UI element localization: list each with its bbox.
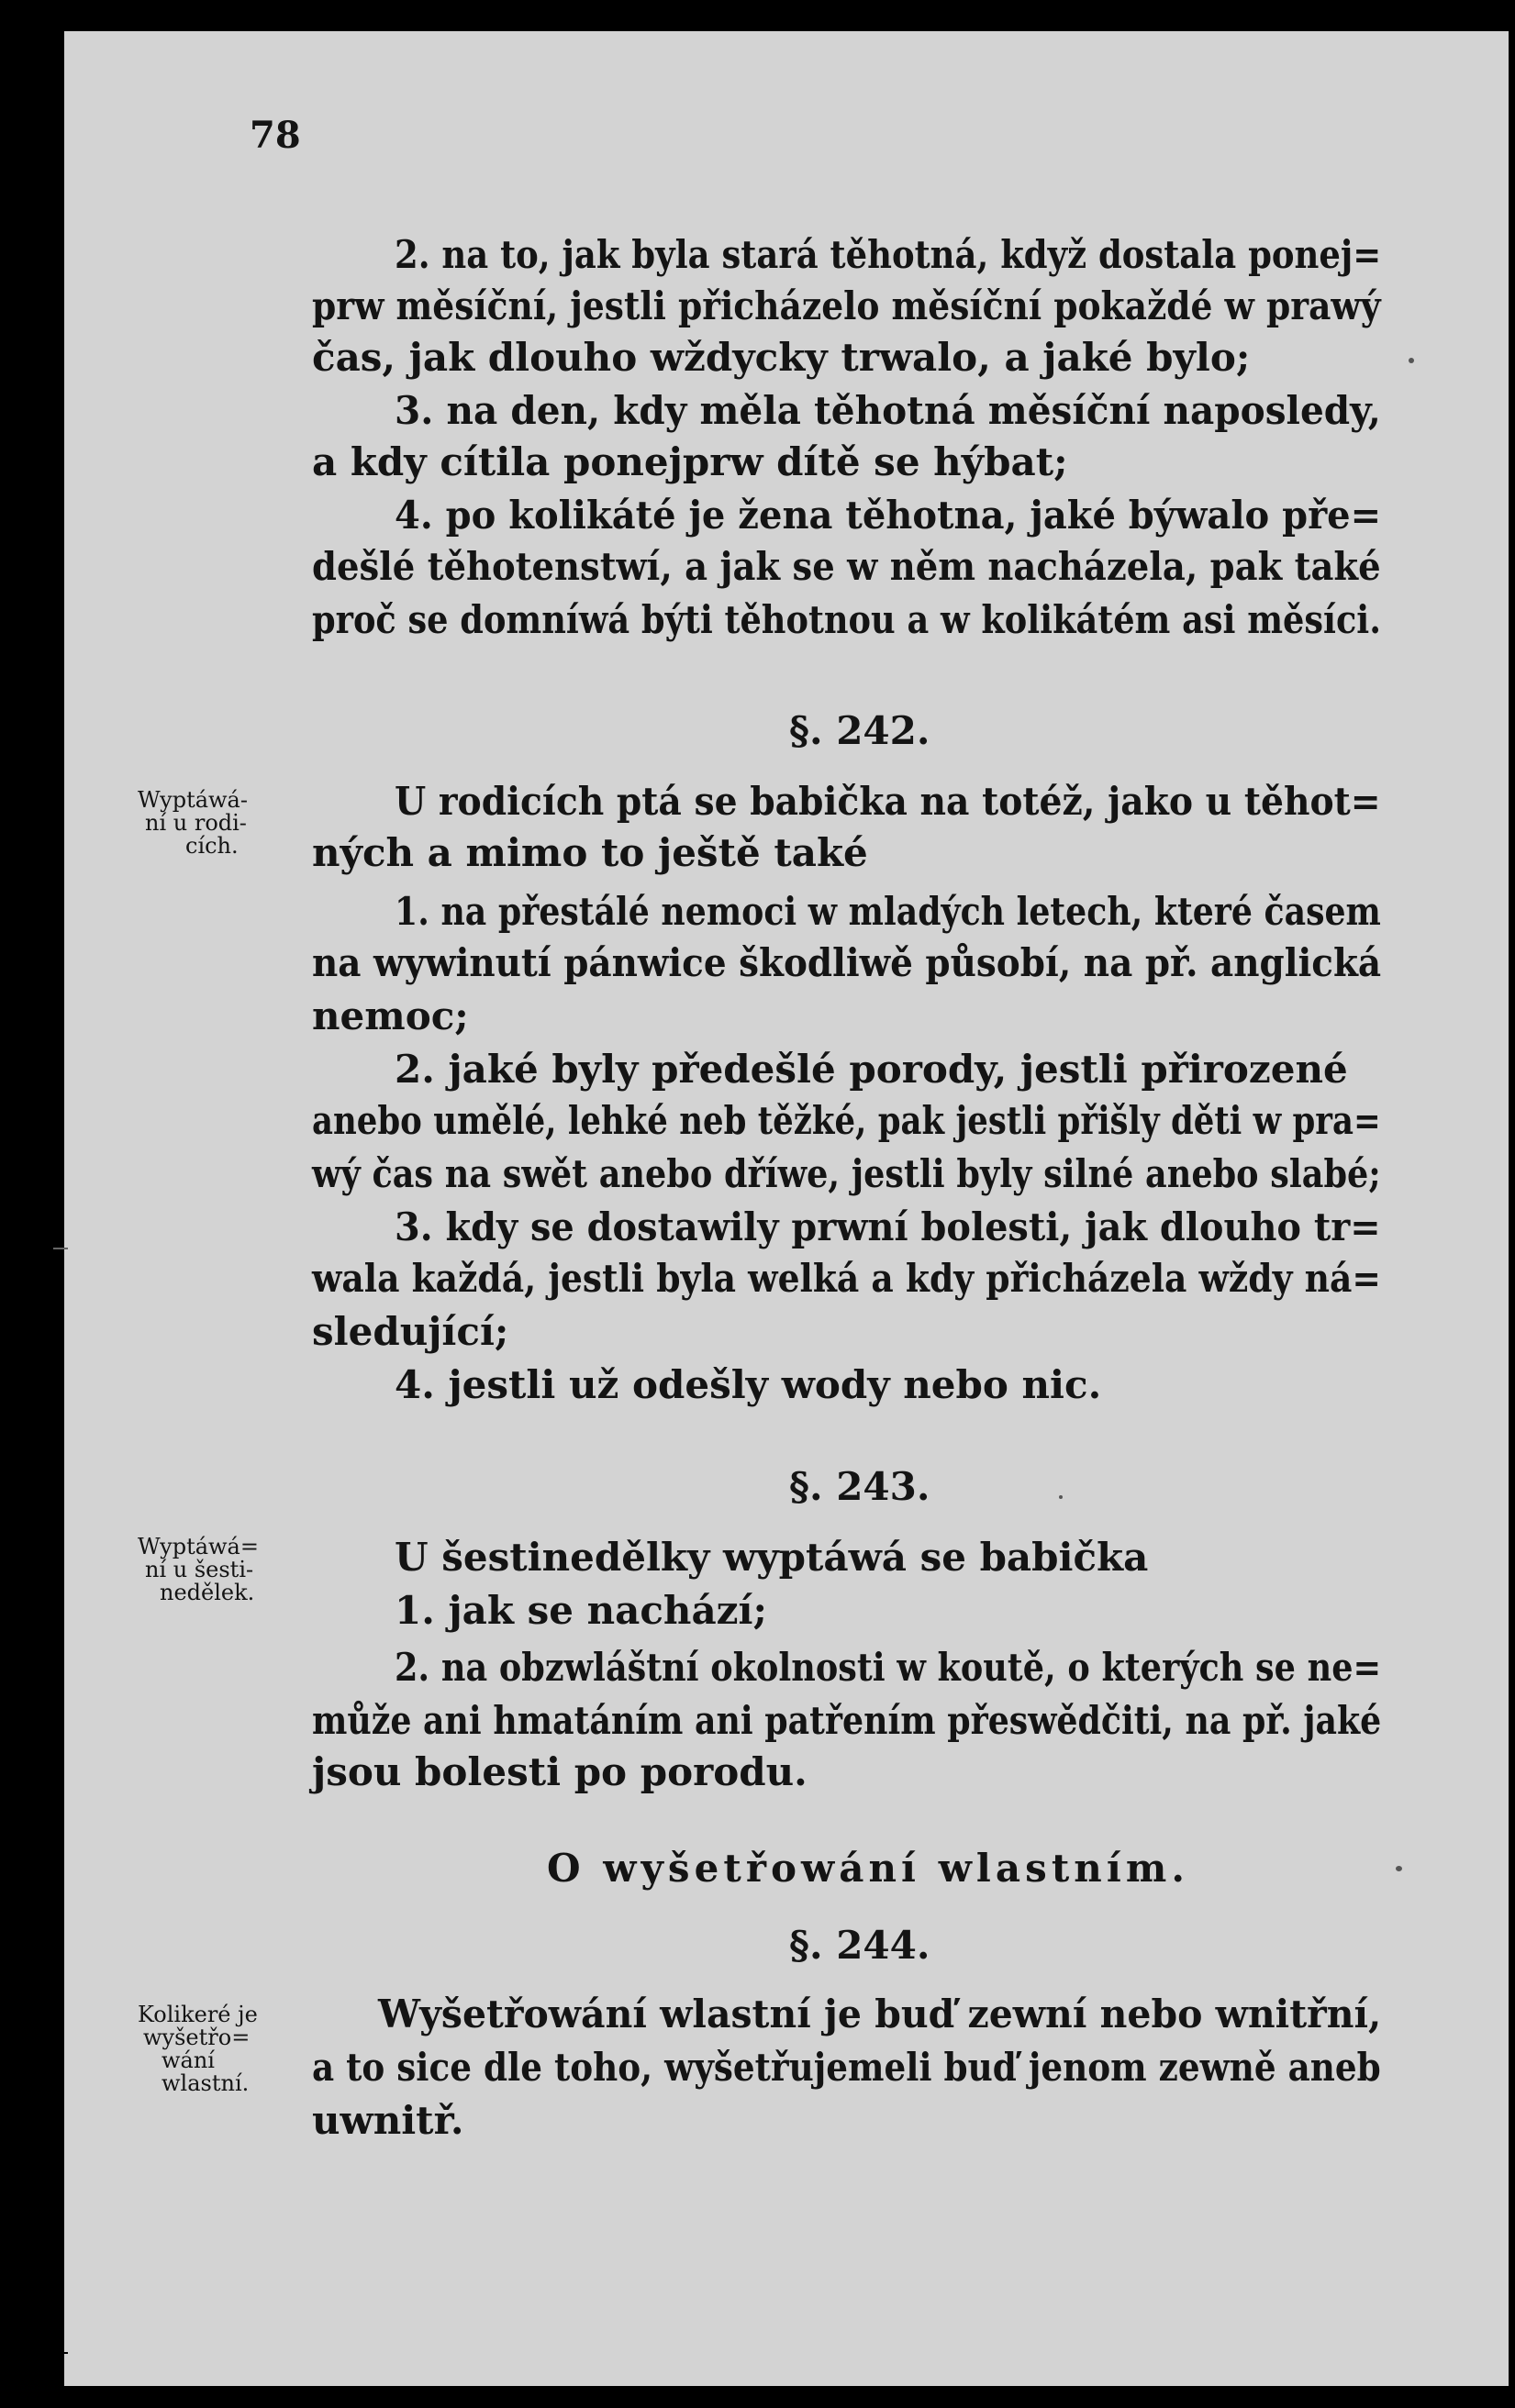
text-line: wala každá, jestli byla welká a kdy přicházela wždy ná= xyxy=(312,1256,1381,1301)
margin-note-line: ní u rodi- xyxy=(145,810,247,836)
text-line: U šestinedělky wyptáwá se babička xyxy=(395,1535,1149,1580)
text-line: U rodicích ptá se babička na totéž, jako u těhot= xyxy=(395,779,1381,824)
margin-note-line: wání xyxy=(162,2047,215,2073)
chapter-heading: O wyšetřowání wlastním. xyxy=(547,1846,1190,1891)
text-line: ných a mimo to ještě také xyxy=(312,830,868,875)
margin-note-line: cích. xyxy=(185,833,239,859)
margin-note-line: nedělek. xyxy=(160,1580,255,1605)
text-line: a to sice dle toho, wyšetřujemeli buď jenom zewně aneb xyxy=(312,2045,1381,2090)
margin-note xyxy=(138,789,294,858)
text-line: Wyšetřowání wlastní je buď zewní nebo wnitřní, xyxy=(378,1992,1382,2036)
section-title: §. 242. xyxy=(789,708,930,753)
text-line: wý čas na swět anebo dříwe, jestli byly silné anebo slabé; xyxy=(312,1151,1381,1196)
text-line: proč se domníwá býti těhotnou a w kolikátém asi měsíci. xyxy=(312,597,1381,642)
dash-mark xyxy=(53,2352,68,2354)
margin-note-line: wlastní. xyxy=(162,2070,250,2096)
text-line: může ani hmatáním ani patřením přeswědčiti, na př. jaké xyxy=(312,1698,1382,1743)
text-line: 4. po kolikáté je žena těhotna, jaké býwalo pře= xyxy=(395,493,1382,538)
text-line: 2. na to, jak byla stará těhotná, když dostala ponej= xyxy=(395,232,1382,277)
text-line: 3. kdy se dostawily prwní bolesti, jak dlouho tr= xyxy=(395,1204,1381,1249)
speck-mark xyxy=(1396,1866,1402,1871)
text-line: čas, jak dlouho wždycky trwalo, a jaké bylo; xyxy=(312,335,1251,380)
text-line: 1. na přestálé nemoci w mladých letech, které časem xyxy=(395,889,1381,934)
margin-note-line: Kolikeré je xyxy=(138,2002,258,2027)
margin-note xyxy=(138,2003,294,2095)
page-number: 78 xyxy=(250,114,301,157)
margin-note-line: Wyptáwá- xyxy=(138,787,248,813)
text-line: anebo umělé, lehké neb těžké, pak jestli přišly děti w pra= xyxy=(312,1098,1381,1143)
margin-note-line: wyšetřo= xyxy=(143,2025,251,2050)
text-line: 2. jaké byly předešlé porody, jestli přirozené xyxy=(395,1047,1348,1092)
margin-note-line: ní u šesti- xyxy=(145,1557,254,1582)
speck-mark xyxy=(1409,358,1414,363)
text-line: sledující; xyxy=(312,1309,509,1354)
text-line: 3. na den, kdy měla těhotná měsíční naposledy, xyxy=(395,388,1381,433)
text-line: dešlé těhotenstwí, a jak se w něm nacházela, pak také xyxy=(312,544,1381,589)
section-title: §. 244. xyxy=(789,1923,930,1968)
text-line: prw měsíční, jestli přicházelo měsíční pokaždé w prawý xyxy=(312,283,1381,328)
text-line: uwnitř. xyxy=(312,2098,464,2143)
text-line: nemoc; xyxy=(312,993,469,1038)
section-title: §. 243. xyxy=(789,1464,930,1509)
dash-mark xyxy=(53,1248,68,1249)
text-line: a kdy cítila ponejprw dítě se hýbat; xyxy=(312,439,1068,484)
text-line: jsou bolesti po porodu. xyxy=(312,1749,808,1794)
text-line: 1. jak se nachází; xyxy=(395,1588,767,1633)
speck-mark xyxy=(1059,1495,1063,1499)
text-line: 2. na obzwláštní okolnosti w koutě, o kterých se ne= xyxy=(395,1645,1382,1690)
text-line: na wywinutí pánwice škodliwě působí, na př. anglická xyxy=(312,940,1382,985)
margin-note xyxy=(138,1536,294,1604)
margin-note-line: Wyptáwá= xyxy=(138,1534,259,1559)
text-line: 4. jestli už odešly wody nebo nic. xyxy=(395,1362,1102,1407)
